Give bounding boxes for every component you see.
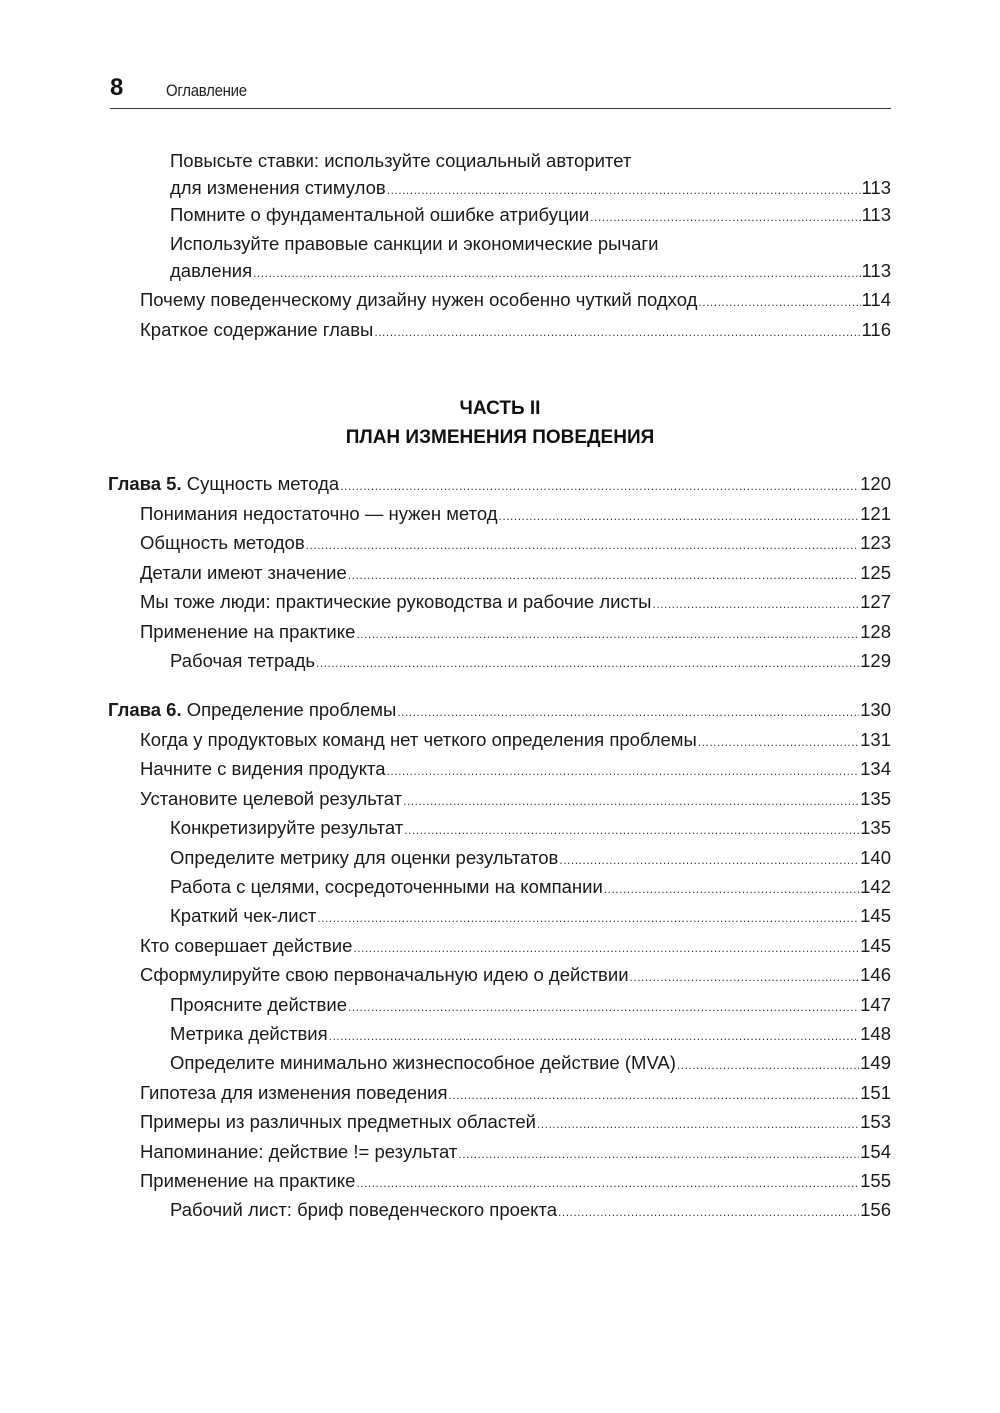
dot-leader (449, 1082, 860, 1108)
dot-leader (630, 964, 860, 990)
toc-page-number: 145 (860, 934, 891, 956)
dot-leader (652, 591, 859, 617)
toc-entry[interactable] (140, 727, 891, 753)
toc-entry[interactable] (140, 560, 891, 586)
toc-entry-title: Применение на практике (140, 620, 356, 642)
toc-entry-title: Конкретизируйте результат (170, 817, 404, 839)
dot-leader (306, 532, 859, 558)
toc-entry-title: Когда у продуктовых команд нет четкого определения проблемы (140, 729, 697, 750)
toc-entry-first-line: Повысьте ставки: используйте социальный авторитет (170, 150, 632, 171)
toc-entry-title: Почему поведенческому дизайну нужен особенно чуткий подход (140, 289, 698, 310)
toc-entry[interactable] (140, 756, 891, 782)
toc-entry-title: Мы тоже люди: практические руководства и рабочие листы (140, 591, 652, 613)
toc-entry-title: Гипотеза для изменения поведения (140, 1081, 448, 1103)
chapter-heading-5[interactable] (108, 471, 891, 497)
toc-page-number: 153 (860, 1111, 891, 1133)
dot-leader (677, 1052, 859, 1078)
toc-page-number: 145 (860, 905, 891, 927)
toc-entry-title: Установите целевой результат (140, 787, 403, 809)
toc-entry[interactable] (140, 786, 891, 812)
toc-page-number: 156 (860, 1199, 891, 1221)
toc-page-number: 114 (861, 289, 891, 310)
dot-leader (558, 1199, 859, 1225)
toc-page-number: 129 (860, 650, 891, 671)
toc-entry[interactable] (140, 619, 891, 645)
toc-entry[interactable] (140, 317, 891, 343)
toc-page-number: 113 (861, 177, 891, 198)
toc-entry-title: Работа с целями, сосредоточенными на компании (170, 876, 603, 897)
dot-leader (356, 621, 859, 647)
dot-leader (604, 876, 859, 902)
toc-entry[interactable] (140, 962, 891, 988)
toc-page-number: 128 (860, 620, 891, 642)
toc-entry-title: Определите метрику для оценки результатов (170, 846, 559, 868)
toc-entry-title: Глава 5. Сущность метода (108, 473, 340, 494)
toc-entry-title: Краткое содержание главы (140, 319, 374, 340)
toc-entry-title: Напоминание: действие != результат (140, 1140, 458, 1162)
toc-entry[interactable] (170, 845, 891, 871)
toc-entry[interactable] (170, 148, 891, 202)
dot-leader (403, 788, 859, 814)
toc-entry-title: Метрика действия (170, 1023, 328, 1044)
toc-entry-title: Начните с видения продукта (140, 758, 386, 780)
dot-leader (340, 473, 859, 499)
toc-page-number: 113 (861, 260, 891, 281)
toc-page-number: 146 (860, 964, 891, 986)
toc-entry-title: Сформулируйте свою первоначальную идею о действии (140, 964, 629, 986)
dot-leader (348, 994, 859, 1020)
toc-entry-title: Примеры из различных предметных областей (140, 1111, 536, 1133)
toc-entry[interactable] (140, 589, 891, 615)
toc-entry[interactable] (170, 992, 891, 1018)
toc-entry[interactable] (170, 1197, 891, 1223)
toc-entry[interactable] (170, 1021, 891, 1047)
toc-page-number: 131 (860, 729, 891, 750)
dot-leader (329, 1023, 859, 1049)
toc-entry[interactable] (140, 1109, 891, 1135)
dot-leader (559, 847, 859, 873)
toc-entry-title: Проясните действие (170, 993, 347, 1015)
toc-page-number: 142 (860, 876, 891, 897)
dot-leader (348, 562, 859, 588)
toc-entry[interactable] (170, 874, 891, 900)
toc-entry[interactable] (170, 231, 891, 285)
dot-leader (404, 817, 859, 843)
toc-entry[interactable] (140, 1168, 891, 1194)
toc-entry-title: Детали имеют значение (140, 561, 347, 583)
dot-leader (698, 289, 860, 315)
dot-leader (397, 699, 859, 725)
toc-page-number: 135 (860, 817, 891, 839)
toc-entry-title: Общность методов (140, 532, 305, 554)
toc-entry-title: Помните о фундаментальной ошибке атрибуции (170, 204, 590, 225)
dot-leader (387, 758, 860, 784)
dot-leader (316, 650, 859, 676)
toc-page-number: 140 (860, 846, 891, 868)
toc-entry[interactable] (170, 1050, 891, 1076)
part-title: ПЛАН ИЗМЕНЕНИЯ ПОВЕДЕНИЯ (345, 427, 655, 448)
toc-entry-title: Понимания недостаточно — нужен метод (140, 503, 498, 524)
dot-leader (458, 1141, 859, 1167)
toc-entry[interactable] (170, 202, 891, 228)
toc-entry[interactable] (170, 815, 891, 841)
toc-page-number: 116 (861, 319, 891, 340)
toc-page-number: 154 (860, 1140, 891, 1162)
toc-page-number: 151 (860, 1081, 891, 1103)
chapter-number: Глава 5. (108, 473, 187, 494)
toc-entry[interactable] (170, 903, 891, 929)
dot-leader (253, 260, 860, 286)
dot-leader (353, 935, 859, 961)
running-header (110, 72, 891, 109)
dot-leader (698, 729, 859, 755)
dot-leader (356, 1170, 859, 1196)
chapter-heading-6[interactable] (108, 697, 891, 723)
toc-entry-title: давления (170, 260, 253, 281)
toc-entry[interactable] (140, 933, 891, 959)
toc-page-number: 123 (860, 532, 891, 554)
toc-page-number: 127 (860, 591, 891, 613)
dot-leader (499, 503, 860, 529)
dot-leader (537, 1111, 859, 1137)
toc-entry[interactable] (140, 501, 891, 527)
toc-page-number: 121 (860, 503, 891, 524)
dot-leader (317, 905, 859, 931)
toc-entry-title: Рабочий лист: бриф поведенческого проекта (170, 1199, 558, 1221)
toc-entry-title: Кто совершает действие (140, 934, 353, 956)
toc-entry-title: Краткий чек-лист (170, 905, 317, 927)
part-label: ЧАСТЬ II (459, 398, 541, 419)
toc-page-number: 148 (860, 1023, 891, 1044)
toc-page-number: 147 (860, 993, 891, 1015)
toc-entry[interactable] (140, 1080, 891, 1106)
running-title: Оглавление (166, 81, 247, 100)
toc-entry-title: для изменения стимулов (170, 177, 386, 198)
dot-leader (374, 319, 860, 345)
page-number: 8 (110, 74, 124, 101)
toc-page-number: 155 (860, 1170, 891, 1191)
toc-entry[interactable] (170, 648, 891, 674)
dot-leader (590, 204, 860, 230)
toc-page-number: 125 (860, 561, 891, 583)
toc-entry-first-line: Используйте правовые санкции и экономические рычаги (170, 233, 659, 254)
toc-entry[interactable] (140, 1139, 891, 1165)
toc-entry-title: Глава 6. Определение проблемы (108, 699, 397, 720)
toc-page-number: 134 (860, 758, 891, 780)
toc-entry-title: Применение на практике (140, 1170, 356, 1191)
toc-entry[interactable] (140, 287, 891, 313)
toc-page-number: 135 (860, 787, 891, 809)
toc-entry[interactable] (140, 530, 891, 556)
chapter-number: Глава 6. (108, 699, 187, 720)
toc-page-number: 149 (860, 1052, 891, 1074)
toc-entry-title: Определите минимально жизнеспособное действие (MVA) (170, 1052, 676, 1074)
toc-page-number: 130 (860, 699, 891, 720)
toc-page-number: 113 (861, 204, 891, 225)
dot-leader (387, 177, 861, 203)
toc-entry-title: Рабочая тетрадь (170, 650, 316, 671)
toc-page-number: 120 (860, 473, 891, 494)
